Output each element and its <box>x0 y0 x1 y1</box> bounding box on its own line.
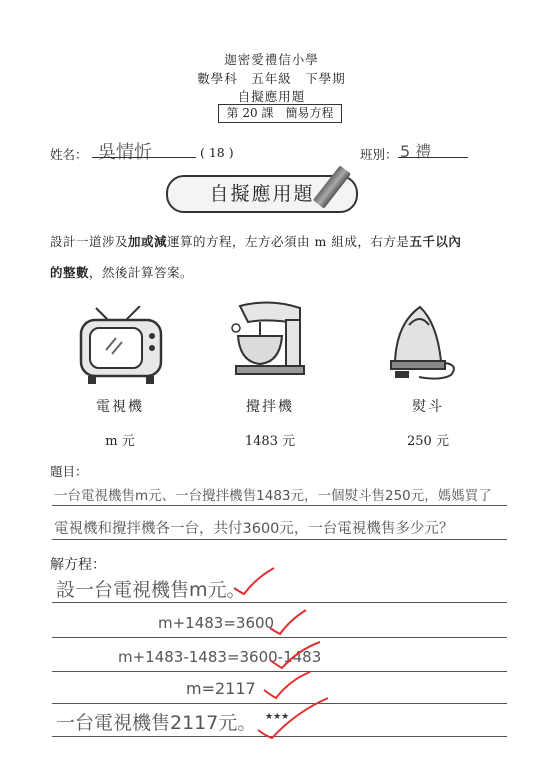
star-rating: ★★★ <box>265 712 290 722</box>
solution-step-5: 一台電視機售2117元。 <box>56 712 257 734</box>
solution-step-4: m=2117 <box>186 679 256 698</box>
name-label: 姓名： <box>50 147 88 162</box>
class-value: 5 禮 <box>400 142 432 161</box>
check-mark-icon <box>268 640 322 670</box>
check-mark-icon <box>232 566 276 596</box>
school-name: 迦密愛禮信小學 <box>224 52 319 67</box>
solution-rule-1 <box>52 602 507 603</box>
lesson-title: 第 20 課 簡易方程 <box>218 104 342 123</box>
question-rule-1 <box>52 505 507 506</box>
instructions-part1: 設計一道涉及 <box>50 234 129 249</box>
question-line2: 電視機和攪拌機各一台，共付3600元，一台電視機售多少元？ <box>54 521 454 537</box>
instructions-part3: ，然後計算答案。 <box>89 265 194 280</box>
instructions <box>50 226 505 288</box>
mixer-icon <box>230 298 310 380</box>
class-label: 班別： <box>360 147 398 162</box>
student-number: ( 18 ) <box>200 145 234 160</box>
iron-icon <box>375 303 465 381</box>
item-price-iron: 250 元 <box>407 434 449 449</box>
question-rule-2 <box>52 539 507 540</box>
solution-step-3: m+1483-1483=3600-1483 <box>118 648 322 666</box>
question-label: 題目： <box>50 464 88 479</box>
check-mark-icon <box>256 696 330 740</box>
item-price-tv: m 元 <box>105 434 135 449</box>
question-line1: 一台電視機售m元、一台攪拌機售1483元，一個熨斗售250元，媽媽買了 <box>54 488 492 504</box>
item-name-mixer: 攪拌機 <box>246 399 294 415</box>
class-underline <box>398 157 468 158</box>
item-name-iron: 熨斗 <box>412 399 444 415</box>
worksheet-title: 自擬應用題 <box>237 89 306 104</box>
instructions-bold2: 五千以內 <box>409 234 462 249</box>
instructions-part2: 運算的方程，左方必須由 m 組成，右方是 <box>167 234 410 249</box>
solution-rule-2 <box>52 637 507 638</box>
solution-label: 解方程： <box>50 557 106 573</box>
item-price-mixer: 1483 元 <box>244 434 296 449</box>
subject-line: 數學科 五年級 下學期 <box>197 71 346 86</box>
solution-step-1: 設一台電視機售m元。 <box>56 579 246 601</box>
banner-title: 自擬應用題 <box>166 175 358 213</box>
instructions-bold1: 加或減 <box>128 234 168 249</box>
instructions-bold3: 的整數 <box>50 265 90 280</box>
item-name-tv: 電視機 <box>96 399 144 415</box>
check-mark-icon <box>268 608 308 636</box>
tv-icon <box>78 306 168 386</box>
solution-step-2: m+1483=3600 <box>158 614 275 632</box>
name-underline <box>92 157 196 158</box>
name-value: 吳情忻 <box>98 142 152 163</box>
